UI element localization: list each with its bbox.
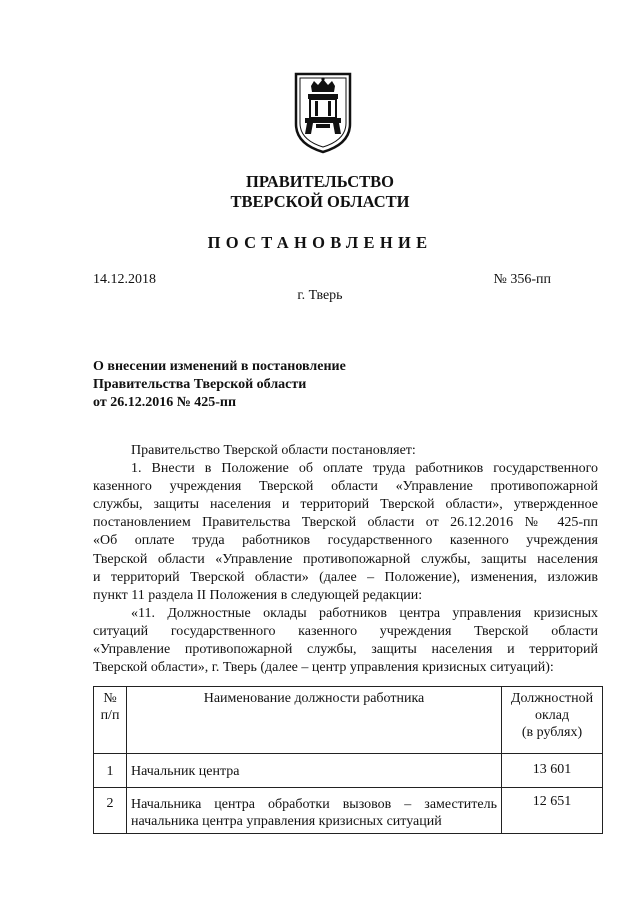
paragraph-line: пункт 11 раздела II Положения в следующей редакции: — [93, 587, 423, 603]
subject-line: от 26.12.2016 № 425-пп — [93, 395, 237, 410]
header-number-line: № — [103, 691, 117, 706]
header-position-text: Наименование должности работника — [203, 691, 425, 706]
row-position — [127, 788, 502, 834]
header-salary — [502, 687, 603, 754]
row-number: 2 — [94, 788, 127, 834]
paragraph-line: «Об оплате труда работников государственного казенного учреждения — [93, 533, 598, 549]
paragraph-2 — [93, 605, 598, 677]
subject-line: Правительства Тверской области — [93, 377, 307, 392]
header-position — [127, 687, 502, 754]
document-city: г. Тверь — [297, 288, 343, 303]
paragraph-line: службы, защиты населения и территорий Тверской области», утвержденное — [93, 497, 598, 513]
row-number: 1 — [94, 754, 127, 788]
header-salary-line: Должностной — [510, 691, 594, 706]
paragraph-line: «11. Должностные оклады работников центра управления кризисных — [131, 605, 598, 621]
document-type: ПОСТАНОВЛЕНИЕ — [207, 233, 433, 252]
org-name-line1: ПРАВИТЕЛЬСТВО — [246, 172, 394, 191]
paragraph-line: постановлением Правительства Тверской области от 26.12.2016 № 425-пп — [93, 515, 598, 531]
paragraph-line: и территорий Тверской области» (далее – Положение), изменения, изложив — [93, 569, 598, 585]
row-position: Начальник центра — [127, 754, 502, 788]
salary-table — [93, 686, 603, 834]
table-header-row — [94, 687, 603, 754]
row-position-line: начальника центра управления кризисных ситуаций — [131, 814, 442, 829]
subject-line: О внесении изменений в постановление — [93, 359, 346, 374]
row-position-line: Начальника центра обработки вызовов – заместитель — [131, 797, 497, 812]
header-number — [94, 687, 127, 754]
paragraph-1 — [93, 460, 598, 605]
paragraph-line: «Управление противопожарной службы, защиты населения и территорий — [93, 642, 598, 658]
header-salary-line: (в рублях) — [521, 725, 583, 740]
paragraph-line: казенного учреждения Тверской области «Управление противопожарной — [93, 479, 598, 495]
document-number: № 356-пп — [493, 272, 551, 287]
paragraph-line: ситуаций государственного казенного учреждения Тверской области — [93, 623, 598, 639]
header-salary-line: оклад — [534, 708, 570, 723]
row-salary: 13 601 — [502, 754, 603, 788]
row-salary: 12 651 — [502, 788, 603, 834]
paragraph-line: 1. Внести в Положение об оплате труда работников государственного — [131, 461, 598, 477]
org-name-line2: ТВЕРСКОЙ ОБЛАСТИ — [230, 192, 410, 211]
table-row — [94, 754, 603, 788]
intro-paragraph: Правительство Тверской области постановляет: — [131, 443, 416, 458]
document-date: 14.12.2018 — [93, 272, 156, 287]
paragraph-line: Тверской области», г. Тверь (далее – центр управления кризисных ситуаций): — [93, 660, 554, 676]
document-subject — [93, 358, 346, 412]
paragraph-line: Тверской области «Управление противопожарной службы, защиты населения — [93, 551, 598, 567]
header-number-line: п/п — [100, 708, 120, 723]
document-body — [93, 442, 598, 677]
tver-coat-of-arms-emblem — [294, 72, 352, 154]
table-row — [94, 788, 603, 834]
